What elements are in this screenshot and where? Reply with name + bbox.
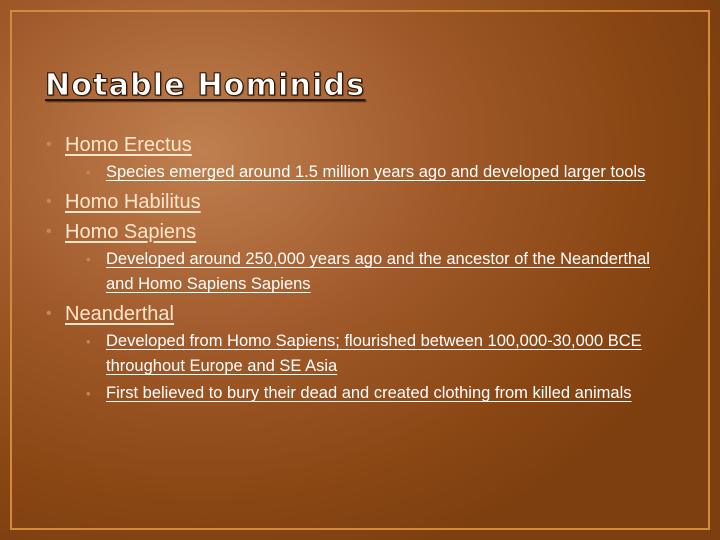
bullet-item-homo-erectus [46,130,676,185]
sub-bullet-list [65,329,676,406]
sub-bullet-text: First believed to bury their dead and created clothing from killed animals [106,384,632,402]
bullet-icon: • [46,193,52,210]
bullet-item-homo-habilitus [46,187,676,217]
bullet-item-homo-sapiens [46,217,676,297]
sub-bullet-text: Species emerged around 1.5 million years ago and developed larger tools [106,163,646,181]
slide-title: Notable Hominids [45,68,366,103]
bullet-icon: • [46,223,52,240]
sub-bullet-text: Developed around 250,000 years ago and the ancestor of the Neanderthal and Homo Sapiens Sapiens [106,250,650,293]
sub-bullet-icon: • [86,334,91,349]
sub-bullet-text: Developed from Homo Sapiens; flourished between 100,000-30,000 BCE throughout Europe and SE Asia [106,332,642,375]
sub-bullet-item [86,247,676,297]
bullet-content [46,130,676,408]
sub-bullet-icon: • [86,252,91,267]
bullet-icon: • [46,305,52,322]
sub-bullet-icon: • [86,386,91,401]
sub-bullet-item [86,381,676,406]
sub-bullet-list [65,247,676,297]
sub-bullet-item [86,160,676,185]
sub-bullet-item [86,329,676,379]
bullet-item-label: Homo Sapiens [65,221,197,243]
sub-bullet-list [65,160,676,185]
bullet-list [46,130,676,406]
bullet-item-label: Homo Habilitus [65,191,201,213]
bullet-item-neanderthal [46,299,676,406]
sub-bullet-icon: • [86,165,91,180]
bullet-item-label: Neanderthal [65,303,174,325]
bullet-icon: • [46,136,52,153]
bullet-item-label: Homo Erectus [65,134,192,156]
